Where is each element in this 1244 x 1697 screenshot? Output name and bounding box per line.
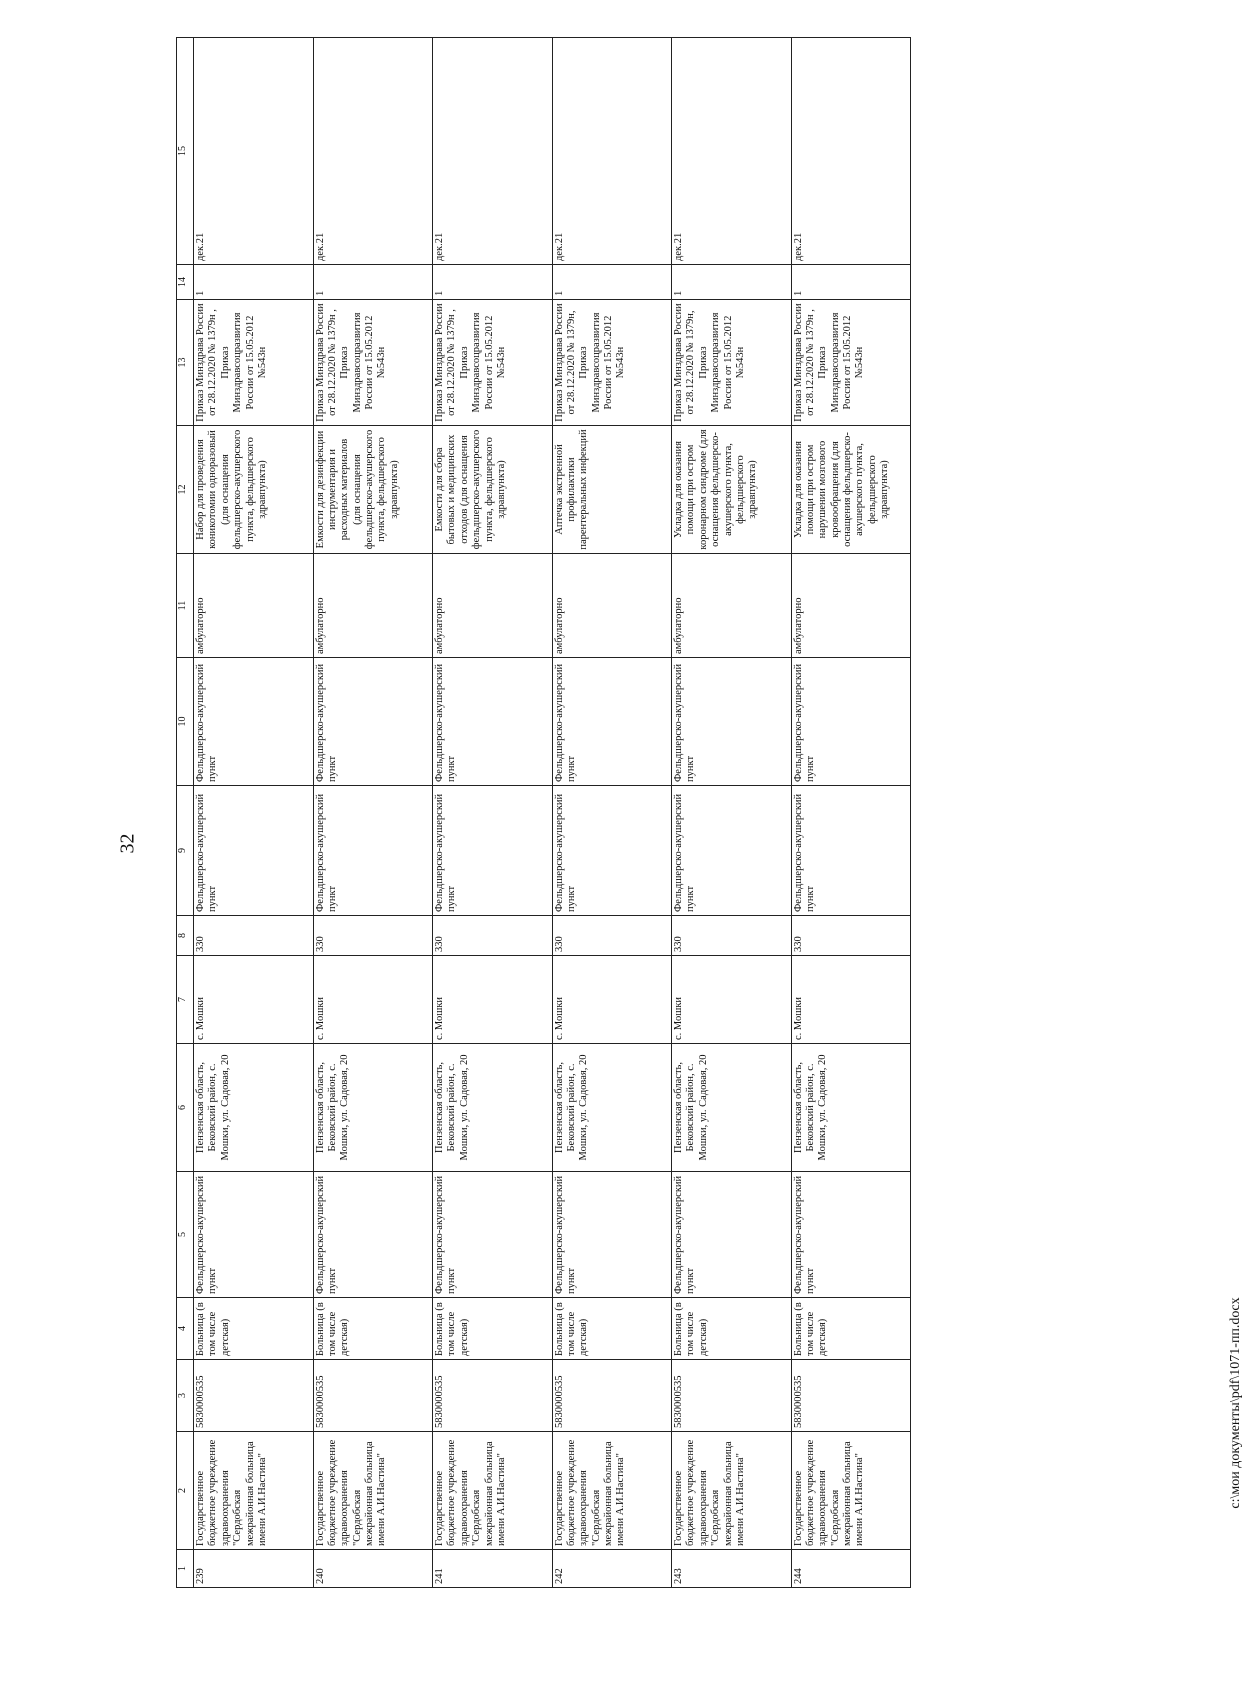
cell-col-4: Больница (в том числе детская): [433, 1298, 553, 1360]
cell-col-3: 5830000535: [433, 1360, 553, 1432]
cell-col-1: 243: [672, 1550, 792, 1588]
cell-col-7: с. Мошки: [552, 956, 672, 1044]
cell-col-6: Пензенская область, Бековский район, с. Мошки, ул. Садовая, 20: [672, 1044, 792, 1172]
column-number-3: 3: [177, 1360, 194, 1432]
cell-col-15: дек.21: [194, 38, 314, 265]
cell-col-5: Фельдшерско-акушерский пункт: [433, 1172, 553, 1298]
column-number-11: 11: [177, 554, 194, 658]
cell-col-6: Пензенская область, Бековский район, с. Мошки, ул. Садовая, 20: [552, 1044, 672, 1172]
column-number-12: 12: [177, 426, 194, 554]
cell-col-11: амбулаторно: [672, 554, 792, 658]
column-number-5: 5: [177, 1172, 194, 1298]
column-number-13: 13: [177, 300, 194, 426]
equipment-table: [176, 37, 911, 1588]
cell-col-4: Больница (в том числе детская): [672, 1298, 792, 1360]
cell-col-13: Приказ Минздрава России от 28.12.2020 № 1379н , Приказ Минздравсоцразвития России от 15.05.2012 №543н: [194, 300, 314, 426]
cell-col-13: Приказ Минздрава России от 28.12.2020 № 1379н , Приказ Минздравсоцразвития России от 15.05.2012 №543н: [791, 300, 911, 426]
cell-col-8: 330: [791, 916, 911, 956]
cell-col-4: Больница (в том числе детская): [791, 1298, 911, 1360]
cell-col-7: с. Мошки: [194, 956, 314, 1044]
column-number-9: 9: [177, 786, 194, 916]
cell-col-3: 5830000535: [552, 1360, 672, 1432]
cell-col-5: Фельдшерско-акушерский пункт: [672, 1172, 792, 1298]
cell-col-2: Государственное бюджетное учреждение здравоохранения "Сердобская межрайонная больница имени А.И.Настина": [552, 1432, 672, 1550]
cell-col-15: дек.21: [672, 38, 792, 265]
column-number-6: 6: [177, 1044, 194, 1172]
cell-col-5: Фельдшерско-акушерский пункт: [313, 1172, 433, 1298]
cell-col-5: Фельдшерско-акушерский пункт: [194, 1172, 314, 1298]
cell-col-9: Фельдшерско-акушерский пункт: [672, 786, 792, 916]
cell-col-4: Больница (в том числе детская): [313, 1298, 433, 1360]
cell-col-10: Фельдшерско-акушерский пункт: [313, 658, 433, 786]
cell-col-12: Аптечка экстренной профилактики парентеральных инфекций: [552, 426, 672, 554]
cell-col-6: Пензенская область, Бековский район, с. Мошки, ул. Садовая, 20: [791, 1044, 911, 1172]
table-row: [194, 38, 314, 1588]
cell-col-8: 330: [552, 916, 672, 956]
cell-col-6: Пензенская область, Бековский район, с. Мошки, ул. Садовая, 20: [313, 1044, 433, 1172]
table-row: [433, 38, 553, 1588]
cell-col-12: Укладка для оказания помощи при остром нарушении мозгового кровообращения (для оснащения фельдшерско-акушерского пункта, фельдшерского здравпункта): [791, 426, 911, 554]
cell-col-3: 5830000535: [313, 1360, 433, 1432]
cell-col-15: дек.21: [313, 38, 433, 265]
column-number-15: 15: [177, 38, 194, 265]
table-row: [672, 38, 792, 1588]
cell-col-2: Государственное бюджетное учреждение здравоохранения "Сердобская межрайонная больница имени А.И.Настина": [791, 1432, 911, 1550]
table-row: [791, 38, 911, 1588]
equipment-table-container: [176, 38, 911, 1588]
table-body: [194, 38, 911, 1588]
cell-col-10: Фельдшерско-акушерский пункт: [791, 658, 911, 786]
cell-col-2: Государственное бюджетное учреждение здравоохранения "Сердобская межрайонная больница имени А.И.Настина": [672, 1432, 792, 1550]
cell-col-14: 1: [552, 265, 672, 300]
cell-col-13: Приказ Минздрава России от 28.12.2020 № 1379н, Приказ Минздравсоцразвития России от 15.05.2012 №543н: [672, 300, 792, 426]
column-number-2: 2: [177, 1432, 194, 1550]
cell-col-13: Приказ Минздрава России от 28.12.2020 № 1379н , Приказ Минздравсоцразвития России от 15.05.2012 №543н: [433, 300, 553, 426]
cell-col-10: Фельдшерско-акушерский пункт: [194, 658, 314, 786]
cell-col-9: Фельдшерско-акушерский пункт: [313, 786, 433, 916]
cell-col-1: 241: [433, 1550, 553, 1588]
page-number: 32: [116, 833, 139, 854]
cell-col-1: 244: [791, 1550, 911, 1588]
cell-col-2: Государственное бюджетное учреждение здравоохранения "Сердобская межрайонная больница имени А.И.Настина": [433, 1432, 553, 1550]
column-number-1: 1: [177, 1550, 194, 1588]
cell-col-12: Емкости для сбора бытовых и медицинских отходов (для оснащения фельдшерско-акушерского пункта, фельдшерского здравпункта): [433, 426, 553, 554]
cell-col-14: 1: [672, 265, 792, 300]
cell-col-2: Государственное бюджетное учреждение здравоохранения "Сердобская межрайонная больница имени А.И.Настина": [313, 1432, 433, 1550]
cell-col-9: Фельдшерско-акушерский пункт: [791, 786, 911, 916]
table-row: [313, 38, 433, 1588]
column-number-4: 4: [177, 1298, 194, 1360]
cell-col-10: Фельдшерско-акушерский пункт: [433, 658, 553, 786]
cell-col-11: амбулаторно: [552, 554, 672, 658]
cell-col-11: амбулаторно: [433, 554, 553, 658]
cell-col-3: 5830000535: [194, 1360, 314, 1432]
cell-col-1: 239: [194, 1550, 314, 1588]
cell-col-9: Фельдшерско-акушерский пункт: [433, 786, 553, 916]
cell-col-4: Больница (в том числе детская): [194, 1298, 314, 1360]
cell-col-14: 1: [433, 265, 553, 300]
cell-col-13: Приказ Минздрава России от 28.12.2020 № 1379н , Приказ Минздравсоцразвития России от 15.05.2012 №543н: [313, 300, 433, 426]
cell-col-11: амбулаторно: [313, 554, 433, 658]
cell-col-4: Больница (в том числе детская): [552, 1298, 672, 1360]
cell-col-14: 1: [194, 265, 314, 300]
cell-col-14: 1: [791, 265, 911, 300]
table-row: [552, 38, 672, 1588]
cell-col-12: Укладка для оказания помощи при остром коронарном синдроме (для оснащения фельдшерско-акушерского пункта, фельдшерского здравпункта): [672, 426, 792, 554]
cell-col-3: 5830000535: [791, 1360, 911, 1432]
column-number-row: [177, 38, 194, 1588]
cell-col-1: 242: [552, 1550, 672, 1588]
cell-col-6: Пензенская область, Бековский район, с. Мошки, ул. Садовая, 20: [194, 1044, 314, 1172]
cell-col-8: 330: [672, 916, 792, 956]
column-number-8: 8: [177, 916, 194, 956]
cell-col-11: амбулаторно: [194, 554, 314, 658]
cell-col-12: Набор для проведения коникотомии одноразовый (для оснащения фельдшерско-акушерского пункта, фельдшерского здравпункта): [194, 426, 314, 554]
cell-col-14: 1: [313, 265, 433, 300]
cell-col-7: с. Мошки: [791, 956, 911, 1044]
cell-col-2: Государственное бюджетное учреждение здравоохранения "Сердобская межрайонная больница имени А.И.Настина": [194, 1432, 314, 1550]
cell-col-11: амбулаторно: [791, 554, 911, 658]
cell-col-15: дек.21: [791, 38, 911, 265]
column-number-14: 14: [177, 265, 194, 300]
column-number-7: 7: [177, 956, 194, 1044]
cell-col-3: 5830000535: [672, 1360, 792, 1432]
cell-col-7: с. Мошки: [433, 956, 553, 1044]
cell-col-9: Фельдшерско-акушерский пункт: [552, 786, 672, 916]
cell-col-12: Емкости для дезинфекции инструментария и расходных материалов (для оснащения фельдшерско-акушерского пункта, фельдшерского здравпункта): [313, 426, 433, 554]
cell-col-10: Фельдшерско-акушерский пункт: [552, 658, 672, 786]
cell-col-5: Фельдшерско-акушерский пункт: [791, 1172, 911, 1298]
cell-col-5: Фельдшерско-акушерский пункт: [552, 1172, 672, 1298]
cell-col-7: с. Мошки: [672, 956, 792, 1044]
cell-col-15: дек.21: [433, 38, 553, 265]
cell-col-9: Фельдшерско-акушерский пункт: [194, 786, 314, 916]
file-path-footer: c:\мои документы\pdf\1071-пп.docx: [1228, 1297, 1243, 1509]
cell-col-6: Пензенская область, Бековский район, с. Мошки, ул. Садовая, 20: [433, 1044, 553, 1172]
cell-col-8: 330: [313, 916, 433, 956]
cell-col-8: 330: [194, 916, 314, 956]
cell-col-15: дек.21: [552, 38, 672, 265]
column-number-10: 10: [177, 658, 194, 786]
cell-col-10: Фельдшерско-акушерский пункт: [672, 658, 792, 786]
cell-col-1: 240: [313, 1550, 433, 1588]
cell-col-13: Приказ Минздрава России от 28.12.2020 № 1379н, Приказ Минздравсоцразвития России от 15.05.2012 №543н: [552, 300, 672, 426]
cell-col-8: 330: [433, 916, 553, 956]
cell-col-7: с. Мошки: [313, 956, 433, 1044]
